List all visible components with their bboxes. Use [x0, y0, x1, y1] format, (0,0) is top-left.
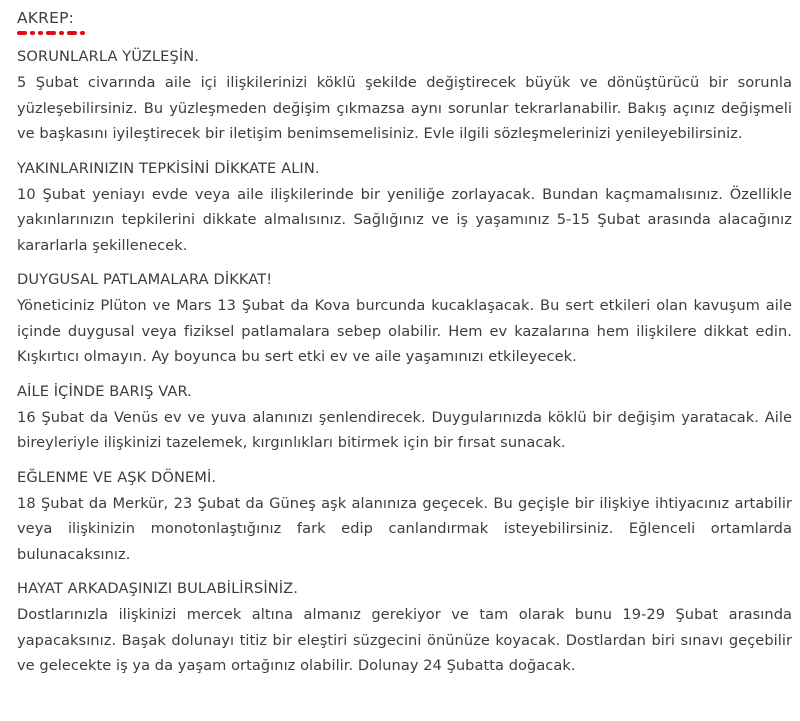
- section-5: [17, 465, 792, 568]
- section-body: Dostlarınızla ilişkinizi mercek altına almanız gerekiyor ve tam olarak bunu 19-29 Şubat arasında yapacaksınız. Başak dolunayı titiz bir eleştiri süzgecini önünüze koyacak. Dostlardan biri sınavı geçebilir ve gelecekte iş ya da yaşam ortağınız olabilir. Dolunay 24 Şubatta doğacak.: [17, 606, 792, 674]
- section-3: [17, 267, 792, 370]
- section-title: HAYAT ARKADAŞINIZI BULABİLİRSİNİZ.: [17, 580, 298, 597]
- section-title: EĞLENME VE AŞK DÖNEMİ.: [17, 468, 217, 486]
- section-body: Yöneticiniz Plüton ve Mars 13 Şubat da Kova burcunda kucaklaşacak. Bu sert etkileri olan kavuşum aile içinde duygusal veya fiziksel patlamalara sebep olabilir. Hem ev kazalarına hem ilişkilere dikkat edin. Kışkırtıcı olmayın. Ay boyunca bu sert etki ev ve aile yaşamınızı etkileyecek.: [17, 297, 792, 365]
- sign-title: AKREP:: [17, 9, 75, 27]
- section-title: YAKINLARINIZIN TEPKİSİNİ DİKKATE ALIN.: [17, 159, 320, 177]
- section-4: [17, 379, 792, 456]
- title-underline-decoration: [17, 30, 127, 36]
- section-title: SORUNLARLA YÜZLEŞİN.: [17, 48, 199, 65]
- section-1: [17, 44, 792, 147]
- section-body: 18 Şubat da Merkür, 23 Şubat da Güneş aşk alanınıza geçecek. Bu geçişle bir ilişkiye ihtiyacınız artabilir veya ilişkinizin monotonlaştığınız fark edip canlandırmak isteyebilirsiniz. Eğlenceli ortamlarda bulunacaksınız.: [17, 494, 792, 563]
- section-body: 5 Şubat civarında aile içi ilişkilerinizi köklü şekilde değiştirecek büyük ve dönüştürücü bir sorunla yüzleşebilirsiniz. Bu yüzleşmeden değişim çıkmazsa aynı sorunlar tekrarlanabilir. Bakış açınız değişmeli ve başkasını iyileştirecek bir iletişim benimsemelisiniz. Evle ilgili sözleşmelerinizi yenileyebilirsiniz.: [17, 74, 792, 142]
- section-title: DUYGUSAL PATLAMALARA DİKKAT!: [17, 271, 273, 288]
- section-body: 16 Şubat da Venüs ev ve yuva alanınızı şenlendirecek. Duygularınızda köklü bir değişim yaratacak. Aile bireyleriyle ilişkinizi tazelemek, kırgınlıkları bitirmek için bir fırsat sunacak.: [17, 408, 792, 451]
- horoscope-article: [17, 0, 792, 688]
- section-6: [17, 576, 792, 679]
- section-body: 10 Şubat yeniayı evde veya aile ilişkilerinde bir yeniliğe zorlayacak. Bundan kaçmamalısınız. Özellikle yakınlarınızın tepkilerini dikkate almalısınız. Sağlığınız ve iş yaşamınız 5-15 Şubat arasında alacağınız kararlarla şekillenecek.: [17, 185, 792, 254]
- section-2: [17, 156, 792, 259]
- section-title: AİLE İÇİNDE BARIŞ VAR.: [17, 382, 192, 400]
